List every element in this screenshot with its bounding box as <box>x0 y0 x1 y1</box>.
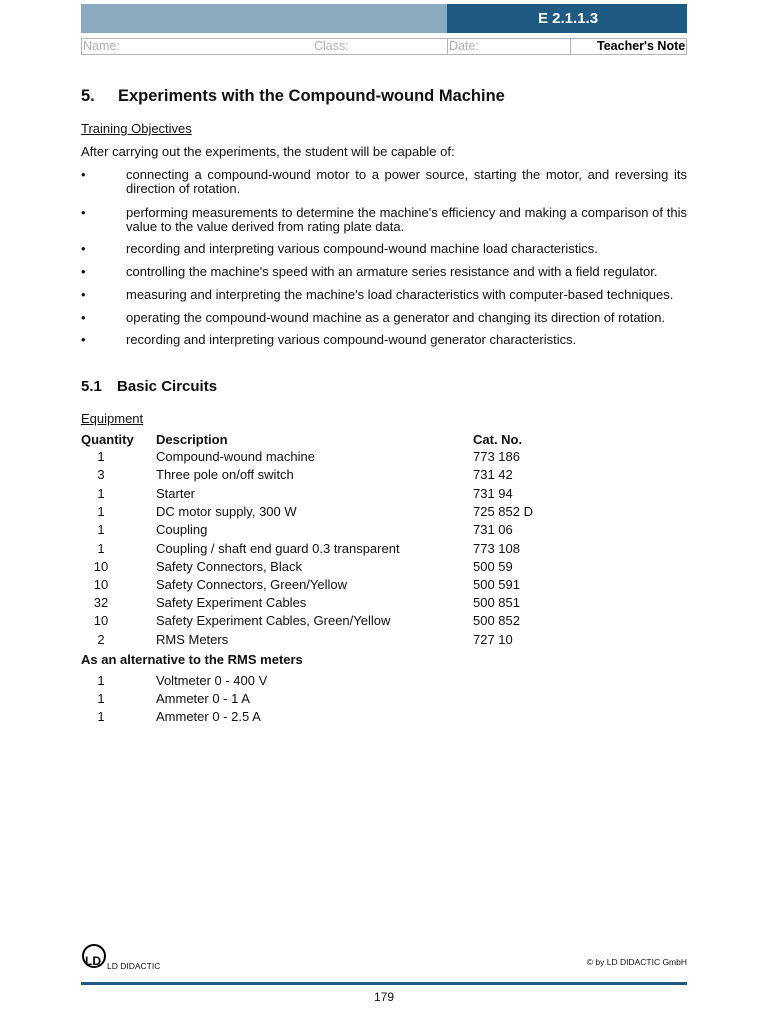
row-quantity: 2 <box>97 632 105 647</box>
section-title: Experiments with the Compound-wound Machine <box>118 87 505 105</box>
table-row <box>81 631 687 649</box>
copyright: © by LD DIDACTIC GmbH <box>586 957 687 967</box>
row-quantity: 10 <box>93 613 109 628</box>
ld-logo-icon <box>81 942 109 972</box>
row-catno: 727 10 <box>473 632 513 647</box>
row-description: Three pole on/off switch <box>156 467 294 482</box>
logo-text: LD DIDACTIC <box>107 961 161 971</box>
table-row <box>81 448 687 466</box>
row-catno: 731 42 <box>473 467 513 482</box>
list-item-text: recording and interpreting various compound-wound generator characteristics. <box>126 332 577 347</box>
row-catno: 773 108 <box>473 541 520 556</box>
row-quantity: 10 <box>93 577 109 592</box>
table-row <box>81 466 687 484</box>
doc-code: E 2.1.1.3 <box>447 4 687 33</box>
teacher-note-label: Teacher's Note <box>597 39 686 53</box>
row-quantity: 1 <box>97 449 105 464</box>
table-row <box>81 485 687 503</box>
row-quantity: 1 <box>97 691 105 706</box>
class-label: Class: <box>314 39 349 53</box>
row-catno: 500 591 <box>473 577 520 592</box>
bullet: • <box>81 264 86 279</box>
table-row <box>81 612 687 630</box>
row-description: Starter <box>156 486 196 501</box>
list-item-text: performing measurements to determine the machine's efficiency and making a comparison of this value to the value derived from rating plate data. <box>126 205 687 234</box>
table-row <box>81 503 687 521</box>
subsection-title: Basic Circuits <box>117 378 218 395</box>
table-row <box>81 594 687 612</box>
row-quantity: 1 <box>97 486 105 501</box>
row-description: Safety Connectors, Black <box>156 559 302 574</box>
bullet: • <box>81 287 86 302</box>
header-bar <box>81 4 447 33</box>
row-quantity: 1 <box>97 709 105 724</box>
row-catno: 731 94 <box>473 486 513 501</box>
table-row <box>81 540 687 558</box>
table-row <box>81 576 687 594</box>
row-catno: 773 186 <box>473 449 520 464</box>
table-row <box>81 708 687 726</box>
bullet: • <box>81 241 86 256</box>
row-quantity: 1 <box>97 673 105 688</box>
row-description: RMS Meters <box>156 632 229 647</box>
row-description: DC motor supply, 300 W <box>156 504 297 519</box>
table-row <box>81 690 687 708</box>
equipment-heading: Equipment <box>81 411 144 426</box>
col-description: Description <box>156 432 228 447</box>
row-catno: 500 852 <box>473 613 520 628</box>
row-description: Ammeter 0 - 2.5 A <box>156 709 261 724</box>
row-description: Safety Experiment Cables <box>156 595 307 610</box>
table-row <box>81 558 687 576</box>
bullet: • <box>81 205 86 220</box>
objectives-heading: Training Objectives <box>81 121 192 136</box>
name-label: Name: <box>83 39 120 53</box>
footer-rule <box>81 982 687 985</box>
meta-row <box>81 38 687 55</box>
table-row <box>81 521 687 539</box>
row-quantity: 1 <box>97 522 105 537</box>
row-description: Coupling <box>156 522 208 537</box>
list-item-text: operating the compound-wound machine as a generator and changing its direction of rotation. <box>126 310 666 325</box>
row-catno: 500 59 <box>473 559 513 574</box>
row-quantity: 1 <box>97 541 105 556</box>
section-number: 5. <box>81 87 95 105</box>
list-item-text: connecting a compound-wound motor to a power source, starting the motor, and reversing its direction of rotation. <box>126 167 687 196</box>
alternative-heading: As an alternative to the RMS meters <box>81 652 303 667</box>
page-number: 179 <box>373 990 395 1004</box>
row-catno: 731 06 <box>473 522 513 537</box>
divider <box>570 39 571 54</box>
list-item-text: measuring and interpreting the machine's load characteristics with computer-based techniques. <box>126 287 674 302</box>
bullet: • <box>81 167 86 182</box>
row-description: Voltmeter 0 - 400 V <box>156 673 268 688</box>
divider <box>447 39 448 54</box>
row-quantity: 1 <box>97 504 105 519</box>
table-header <box>81 431 687 449</box>
row-quantity: 32 <box>93 595 109 610</box>
row-catno: 725 852 D <box>473 504 533 519</box>
col-quantity: Quantity <box>81 432 134 447</box>
row-quantity: 10 <box>93 559 109 574</box>
table-row <box>81 672 687 690</box>
row-description: Coupling / shaft end guard 0.3 transparent <box>156 541 400 556</box>
row-description: Safety Connectors, Green/Yellow <box>156 577 348 592</box>
bullet: • <box>81 310 86 325</box>
bullet: • <box>81 332 86 347</box>
svg-text:LD: LD <box>85 954 101 968</box>
row-quantity: 3 <box>97 467 105 482</box>
row-catno: 500 851 <box>473 595 520 610</box>
list-item-text: recording and interpreting various compound-wound machine load characteristics. <box>126 241 598 256</box>
objectives-intro: After carrying out the experiments, the student will be capable of: <box>81 144 455 159</box>
list-item-text: controlling the machine's speed with an armature series resistance and with a field regulator. <box>126 264 658 279</box>
row-description: Ammeter 0 - 1 A <box>156 691 250 706</box>
row-description: Compound-wound machine <box>156 449 315 464</box>
subsection-number: 5.1 <box>81 378 102 395</box>
date-label: Date: <box>449 39 479 53</box>
row-description: Safety Experiment Cables, Green/Yellow <box>156 613 391 628</box>
col-catno: Cat. No. <box>473 432 523 447</box>
ld-didactic-logo <box>81 942 191 972</box>
